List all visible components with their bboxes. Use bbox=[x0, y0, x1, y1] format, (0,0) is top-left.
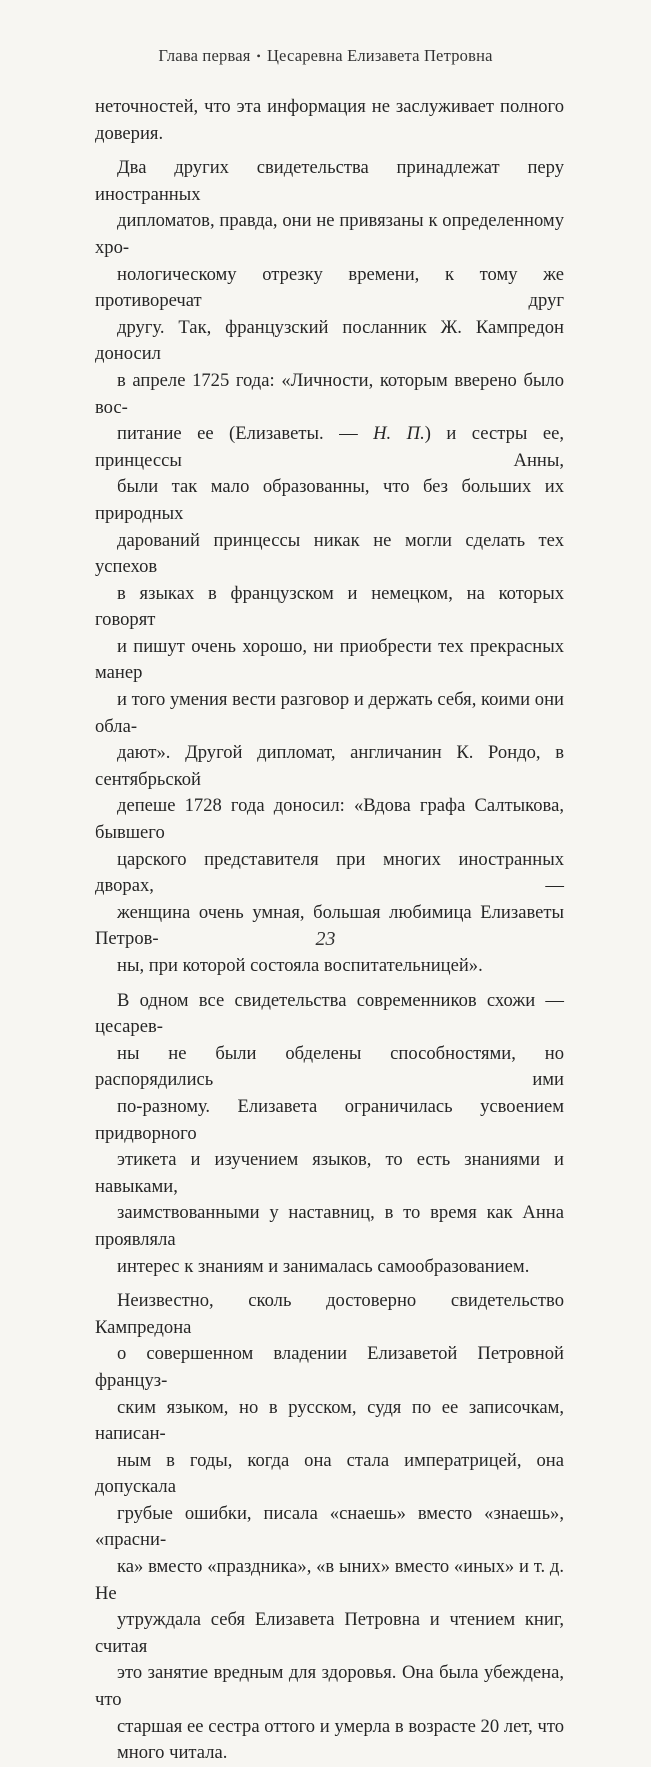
text-line: ским языком, но в русском, судя по ее записочкам, написан- bbox=[95, 1396, 564, 1445]
text-line: в языках в французском и немецком, на которых говорят bbox=[95, 582, 564, 631]
text-line: ны не были обделены способностями, но распорядились ими bbox=[95, 1042, 564, 1091]
header-section: Цесаревна Елизавета Петровна bbox=[266, 46, 493, 65]
text-line: царского представителя при многих иностранных дворах, — bbox=[95, 848, 564, 897]
text-line: по-разному. Елизавета ограничилась усвоением придворного bbox=[95, 1095, 564, 1144]
text-line: интерес к знаниям и занималась самообразованием. bbox=[117, 1255, 530, 1277]
text-line: ным в годы, когда она стала императрицей, она допускала bbox=[95, 1449, 564, 1498]
text-line: другу. Так, французский посланник Ж. Кампредон доносил bbox=[95, 316, 564, 365]
text-line: Неизвестно, сколь достоверно свидетельство Кампредона bbox=[95, 1290, 564, 1338]
text-line: женщина очень умная, большая любимица Елизаветы Петров- bbox=[95, 901, 564, 950]
text-line: дарований принцессы никак не могли сделать тех успехов bbox=[95, 529, 564, 578]
italic-initials: Н. П. bbox=[373, 423, 425, 445]
running-header bbox=[0, 46, 651, 66]
paragraph-3 bbox=[95, 988, 564, 1281]
text-line: ка» вместо «праздника», «в ыних» вместо «иных» и т. д. Не bbox=[95, 1556, 564, 1604]
header-separator: • bbox=[256, 49, 261, 63]
paragraph-4 bbox=[95, 1288, 564, 1767]
text-line: доверия. bbox=[95, 122, 164, 144]
text-line: депеше 1728 года доносил: «Вдова графа Салтыкова, бывшего bbox=[95, 795, 564, 844]
text-line: дипломатов, правда, они не привязаны к определенному хро- bbox=[95, 210, 564, 258]
text-line: этикета и изучением языков, то есть знаниями и навыками, bbox=[95, 1149, 564, 1197]
text-line: Два других свидетельства принадлежат перу иностранных bbox=[95, 157, 564, 205]
page-number: 23 bbox=[315, 928, 336, 950]
text-fragment: питание ее (Елизаветы. — bbox=[117, 423, 358, 445]
text-line: дают». Другой дипломат, англичанин К. Рондо, в сентябрьской bbox=[95, 742, 564, 790]
text-line: были так мало образованны, что без больших их природных bbox=[95, 476, 564, 524]
text-line: это занятие вредным для здоровья. Она была убеждена, что bbox=[95, 1662, 564, 1711]
text-line: старшая ее сестра оттого и умерла в возрасте 20 лет, что bbox=[117, 1715, 564, 1737]
text-line: неточностей, что эта информация не заслуживает полного bbox=[95, 96, 564, 117]
paragraph-1 bbox=[95, 94, 564, 147]
header-chapter: Глава первая bbox=[158, 46, 251, 65]
text-line: в апреле 1725 года: «Личности, которым вверено было вос- bbox=[95, 369, 564, 418]
text-line: много читала. bbox=[117, 1742, 228, 1764]
text-line: грубые ошибки, писала «снаешь» вместо «знаешь», «прасни- bbox=[95, 1502, 564, 1551]
text-line: о совершенном владении Елизаветой Петровной француз- bbox=[95, 1343, 564, 1391]
paragraph-2 bbox=[95, 155, 564, 979]
text-line-with-initials bbox=[95, 421, 564, 474]
closing-paren: ) bbox=[424, 423, 431, 445]
text-line: нологическому отрезку времени, к тому же противоречат друг bbox=[95, 263, 564, 312]
text-line: и того умения вести разговор и держать себя, коими они обла- bbox=[95, 689, 564, 737]
text-line: и пишут очень хорошо, ни приобрести тех прекрасных манер bbox=[95, 635, 564, 684]
text-line: заимствованными у наставниц, в то время как Анна проявляла bbox=[95, 1202, 564, 1250]
text-line: В одном все свидетельства современников схожи — цесарев- bbox=[95, 989, 564, 1038]
text-line: ны, при которой состояла воспитательницей». bbox=[117, 955, 483, 976]
text-fragment: и сестры ее, принцессы Анны, bbox=[95, 423, 564, 471]
text-line: утруждала себя Елизавета Петровна и чтением книг, считая bbox=[95, 1609, 564, 1657]
